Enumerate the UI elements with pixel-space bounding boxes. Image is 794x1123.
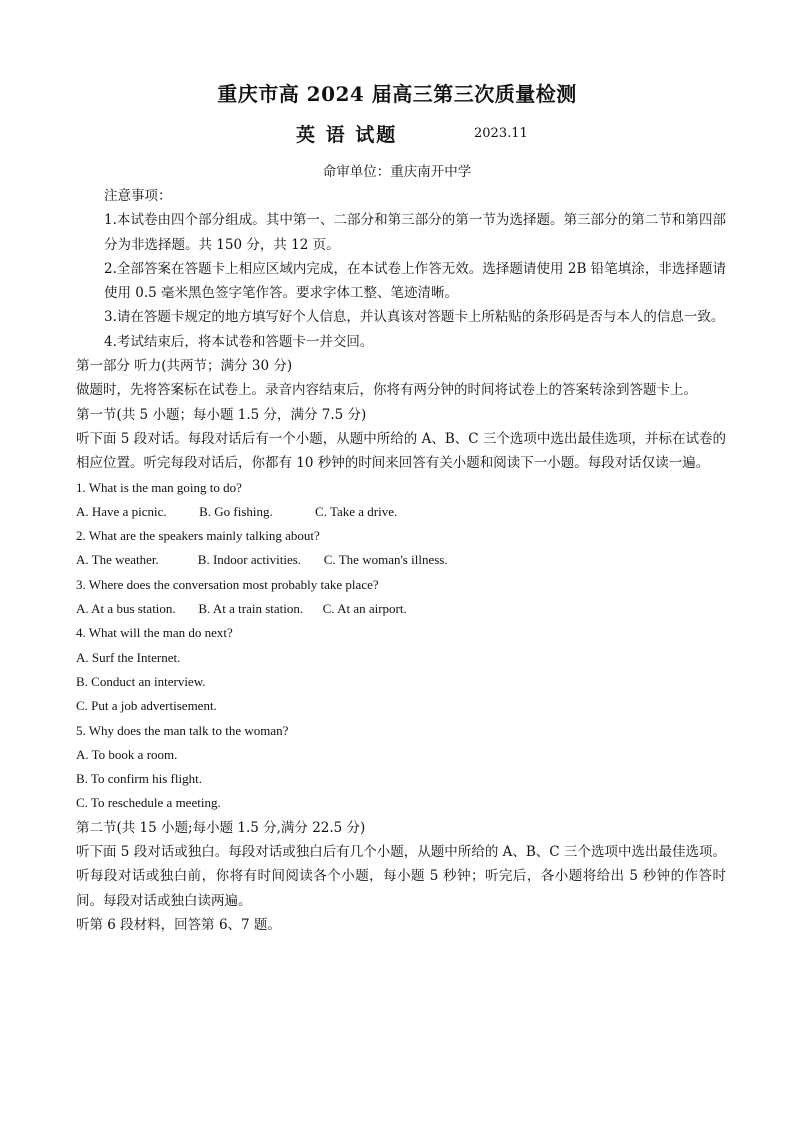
question-1-stem: 1. What is the man going to do? bbox=[76, 479, 242, 495]
part1-instruction: 做题时，先将答案标在试卷上。录音内容结束后，你将有两分钟的时间将试卷上的答案转涂到答题卡上。 bbox=[76, 382, 697, 399]
question-4-stem: 4. What will the man do next? bbox=[76, 625, 233, 641]
notes-heading: 注意事项： bbox=[104, 188, 172, 204]
section1-heading: 第一节(共 5 小题；每小题 1.5 分，满分 7.5 分) bbox=[76, 406, 367, 423]
exam-content bbox=[76, 184, 726, 937]
subject-title: 英 语 试题 bbox=[296, 124, 398, 146]
section2-prompt: 听第 6 段材料，回答第 6、7 题。 bbox=[76, 916, 281, 933]
question-3-options: A. At a bus station. B. At a train station. C. At an airport. bbox=[76, 601, 407, 617]
question-2-options: A. The weather. B. Indoor activities. C. The woman's illness. bbox=[76, 552, 448, 568]
question-3-stem: 3. Where does the conversation most probably take place? bbox=[76, 576, 379, 592]
note-item-4: 4.考试结束后，将本试卷和答题卡一并交回。 bbox=[104, 333, 374, 350]
question-5-option-b: B. To confirm his flight. bbox=[76, 771, 202, 787]
question-5-stem: 5. Why does the man talk to the woman? bbox=[76, 722, 289, 738]
exam-date: 2023.11 bbox=[474, 126, 528, 141]
note-item-1: 1.本试卷由四个部分组成。其中第一、二部分和第三部分的第一节为选择题。第三部分的第二节和第四部分为非选择题。共 150 分，共 12 页。 bbox=[104, 212, 726, 253]
exam-title: 重庆市高 2024 届高三第三次质量检测 bbox=[217, 82, 577, 106]
question-4-option-a: A. Surf the Internet. bbox=[76, 649, 181, 665]
question-2-stem: 2. What are the speakers mainly talking about? bbox=[76, 528, 320, 544]
question-5-option-a: A. To book a room. bbox=[76, 746, 178, 762]
setting-unit: 命审单位：重庆南开中学 bbox=[322, 164, 472, 180]
question-5-option-c: C. To reschedule a meeting. bbox=[76, 795, 221, 811]
question-4-option-b: B. Conduct an interview. bbox=[76, 673, 206, 689]
question-4-option-c: C. Put a job advertisement. bbox=[76, 698, 217, 714]
part1-heading: 第一部分 听力(共两节；满分 30 分) bbox=[76, 358, 293, 375]
section1-instruction: 听下面 5 段对话。每段对话后有一个小题，从题中所给的 A、B、C 三个选项中选出最佳选项，并标在试卷的相应位置。听完每段对话后，你都有 10 秒钟的时间来回答有关小题和阅读下一小题。每段对话仅读一遍。 bbox=[76, 430, 726, 472]
section2-instruction: 听下面 5 段对话或独白。每段对话或独白后有几个小题，从题中所给的 A、B、C 三个选项中选出最佳选项。听每段对话或独白前，你将有时间阅读各个小题，每小题 5 秒钟；听完后，各小题将给出 5 秒钟的作答时间。每段对话或独白读两遍。 bbox=[76, 844, 726, 909]
note-item-2: 2.全部答案在答题卡上相应区域内完成，在本试卷上作答无效。选择题请使用 2B 铅笔填涂，非选择题请使用 0.5 毫米黑色签字笔作答。要求字体工整、笔迹清晰。 bbox=[104, 260, 726, 302]
note-item-3: 3.请在答题卡规定的地方填写好个人信息，并认真该对答题卡上所粘贴的条形码是否与本人的信息一致。 bbox=[104, 309, 725, 326]
question-1-options: A. Have a picnic. B. Go fishing. C. Take a drive. bbox=[76, 503, 398, 519]
section2-heading: 第二节(共 15 小题;每小题 1.5 分,满分 22.5 分) bbox=[76, 819, 366, 836]
